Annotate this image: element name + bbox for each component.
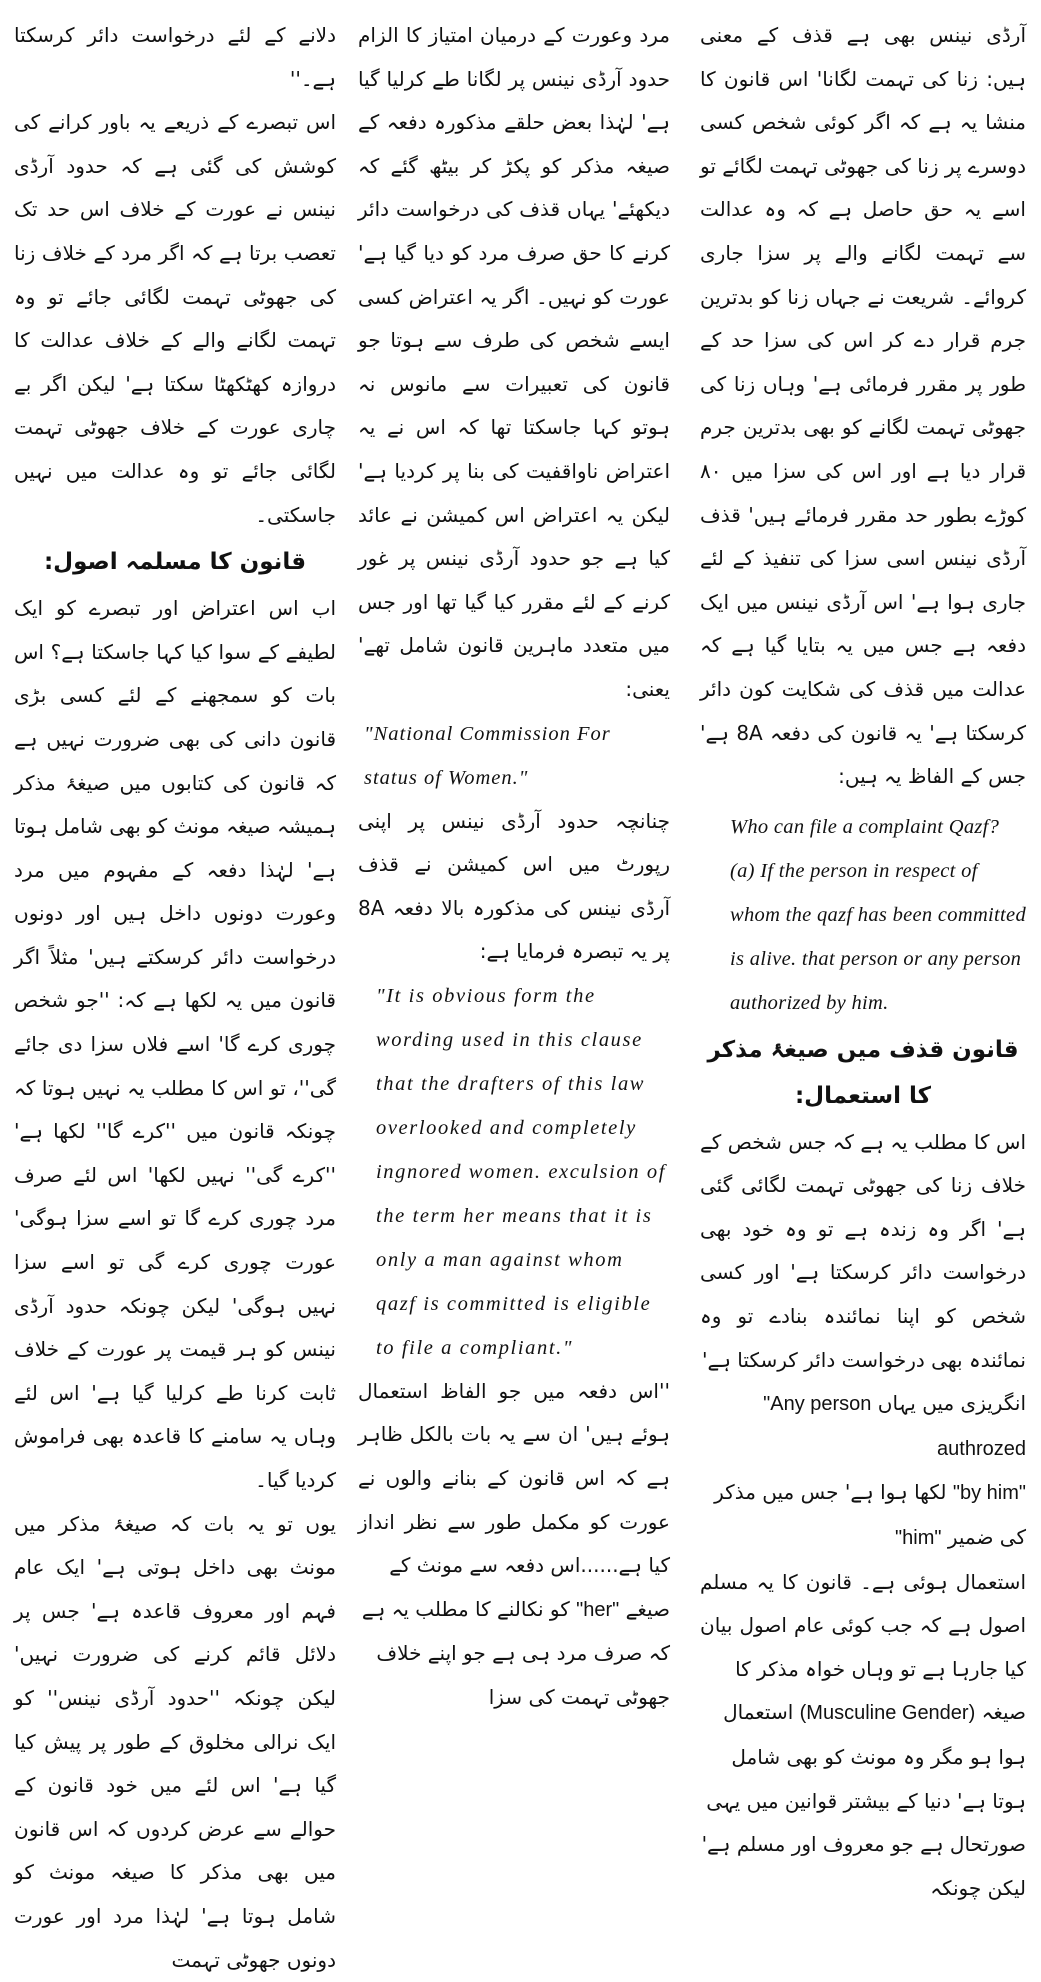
urdu-text: صیغے <box>625 1596 670 1621</box>
section-heading: قانون قذف میں صیغۂ مذکر کا استعمال: <box>707 1036 1019 1109</box>
column-left <box>14 14 336 1982</box>
english-text: "him" <box>895 1527 942 1550</box>
column-middle <box>358 14 670 1720</box>
column-right <box>700 14 1026 1910</box>
english-quote: "National Commission For status of Women." <box>364 722 611 789</box>
mixed-line <box>700 1471 1026 1560</box>
paragraph: استعمال ہوئی ہے۔ قانون کا یہ مسلم اصول ہے کہ جب کوئی عام اصول بیان کیا جارہا ہے تو وہاں خواہ مذکر کا <box>700 1569 1026 1681</box>
english-quote-heading: Who can file a complaint Qazf? <box>730 815 1000 838</box>
urdu-text: صیغہ <box>981 1700 1026 1725</box>
paragraph: اس تبصرے کے ذریعے یہ باور کرانے کی کوشش کی گئی ہے کہ حدود آرڈی نینس نے عورت کے خلاف اس حد تک تعصب برتا ہے کہ اگر مرد کے خلاف زنا کی جھوٹی تہمت لگائی جائے تو وہ تہمت لگانے والے کے خلاف عدالت کا دروازہ کھٹکھٹا سکتا ہے' لیکن اگر بے چاری عورت کے خلاف جھوٹی تہمت لگائی جائے تو وہ عدالت میں نہیں جاسکتی۔ <box>14 110 336 527</box>
paragraph: ''اس دفعہ میں جو الفاظ استعمال ہوئے ہیں' ان سے یہ بات بالکل ظاہر ہے کہ اس قانون کے بنانے والوں نے عورت کو مکمل طور سے نظر انداز کیا ہے......اس دفعہ سے مونث کے <box>358 1378 670 1578</box>
english-quote: "It is obvious form the wording used in this clause that the drafters of this law overlooked and completely ingnored women. exculsion of the term her means that it is only a man against whom qazf is committed is eligible to file a compliant." <box>376 984 666 1359</box>
english-quote: (a) If the person in respect of whom the qazf has been committed is alive. that person or any person authorized by him. <box>730 859 1026 1014</box>
mixed-line <box>700 1382 1026 1471</box>
paragraph: چنانچہ حدود آرڈی نینس پر اپنی رپورٹ میں اس کمیشن نے قذف آرڈی نینس کی مذکورہ بالا دفعہ 8A پر یہ تبصرہ فرمایا ہے: <box>358 808 670 964</box>
paragraph: اس کا مطلب یہ ہے کہ جس شخص کے خلاف زنا کی جھوٹی تہمت لگائی گئی ہے' اگر وہ زندہ ہے تو وہ خود بھی درخواست دائر کرسکتا ہے' اور کسی شخص کو اپنا نمائندہ بنادے تو وہ نمائندہ بھی درخواست دائر کرسکتا ہے' <box>700 1129 1026 1372</box>
urdu-text: انگریزی میں یہاں <box>877 1391 1026 1416</box>
english-text: (Musculine Gender) <box>799 1702 976 1725</box>
english-text: "by him" <box>952 1482 1026 1505</box>
paragraph: آرڈی نینس بھی ہے قذف کے معنی ہیں: زنا کی تہمت لگانا' اس قانون کا منشا یہ ہے کہ اگر کوئی شخص کسی دوسرے پر زنا کی جھوٹی تہمت لگائے تو اسے یہ حق حاصل ہے کہ وہ عدالت سے تہمت لگانے والے پر سزا جاری کروائے۔ شریعت نے جہاں زنا کو بدترین جرم قرار دے کر اس کی سزا حد کے طور پر مقرر فرمائی ہے' وہاں زنا کی جھوٹی تہمت لگانے کو بھی بدترین جرم قرار دیا ہے اور اس کی سزا میں ۸۰ کوڑے بطور حد مقرر فرمائے ہیں' قذف آرڈی نینس اسی سزا کی تنفیذ کے لئے جاری ہوا ہے' اس آرڈی نینس میں ایک دفعہ ہے جس میں یہ بتایا گیا ہے کہ عدالت میں قذف کی شکایت کون دائر کرسکتا ہے' یہ قانون کی دفعہ 8A ہے' جس کے الفاظ یہ ہیں: <box>700 23 1027 789</box>
paragraph: دلانے کے لئے درخواست دائر کرسکتا ہے۔'' <box>14 23 336 91</box>
english-text: "her" <box>576 1598 620 1621</box>
urdu-text: کو نکالنے کا مطلب یہ ہے کہ صرف مرد ہی ہے جو اپنے خلاف جھوٹی تہمت کی سزا <box>361 1596 670 1710</box>
paragraph: یوں تو یہ بات کہ صیغۂ مذکر میں مونث بھی داخل ہوتی ہے' ایک عام فہم اور معروف قاعدہ ہے' جس پر دلائل قائم کرنے کی ضرورت نہیں' لیکن چونکہ ''حدود آرڈی نینس'' کو ایک نرالی مخلوق کے طور پر پیش کیا گیا ہے' اس لئے میں خود قانون کے حوالے سے عرض کردوں کہ اس قانون میں بھی مذکر کا صیغہ مونث کو شامل ہوتا ہے' لہٰذا مرد اور عورت دونوں جھوٹی تہمت <box>14 1511 336 1972</box>
urdu-text: لکھا ہوا ہے' جس میں مذکر کی ضمیر <box>714 1480 1026 1550</box>
paragraph: مرد وعورت کے درمیان امتیاز کا الزام حدود آرڈی نینس پر لگانا طے کرلیا گیا ہے' لہٰذا بعض حلقے مذکورہ دفعہ کے صیغہ مذکر کو پکڑ کر بیٹھ گئے کہ دیکھئے' یہاں قذف کی درخواست دائر کرنے کا حق صرف مرد کو دیا گیا ہے' عورت کو نہیں۔ اگر یہ اعتراض کسی ایسے شخص کی طرف سے ہوتا جو قانون کی تعبیرات سے مانوس نہ ہوتو کہا جاسکتا تھا کہ اس نے یہ اعتراض ناواقفیت کی بنا پر کردیا ہے' لیکن یہ اعتراض اس کمیشن نے عائد کیا ہے جو حدود آرڈی نینس پر غور کرنے کے لئے مقرر کیا گیا تھا اور جس میں متعدد ماہرین قانون شامل تھے' یعنی: <box>358 23 670 701</box>
mixed-paragraph <box>358 1588 670 1720</box>
paragraph: اب اس اعتراض اور تبصرے کو ایک لطیفے کے سوا کیا کہا جاسکتا ہے؟ اس بات کو سمجھنے کے لئے کسی بڑی قانون دانی کی بھی ضرورت نہیں ہے کہ قانون کی کتابوں میں صیغۂ مذکر ہمیشہ صیغہ مونث کو بھی شامل ہوتا ہے' لہٰذا دفعہ کے مفہوم میں مرد وعورت دونوں داخل ہیں اور دونوں درخواست دائر کرسکتے ہیں' مثلاً اگر قانون میں یہ لکھا ہے کہ: ''جو شخص چوری کرے گا' اسے فلاں سزا دی جائے گی''، تو اس کا مطلب یہ نہیں ہوتا کہ چونکہ قانون میں ''کرے گا'' لکھا ہے' ''کرے گی'' نہیں لکھا' اس لئے صرف مرد چوری کرے گا تو اسے سزا ہوگی' عورت چوری کرے گی تو اسے سزا نہیں ہوگی' لیکن چونکہ حدود آرڈی نینس کو ہر قیمت پر عورت کے خلاف ثابت کرنا طے کرلیا گیا ہے' اس لئے وہاں یہ سامنے کا قاعدہ بھی فراموش کردیا گیا۔ <box>14 596 336 1492</box>
section-heading: قانون کا مسلمہ اصول: <box>43 549 307 576</box>
english-text: "Any person authrozed <box>763 1393 1026 1460</box>
mixed-paragraph <box>700 1691 1026 1910</box>
urdu-text: استعمال ہوا ہو مگر وہ مونث کو بھی شامل ہوتا ہے' دنیا کے بیشتر قوانین میں یہی صورتحال ہے جو معروف اور مسلم ہے' لیکن چونکہ <box>701 1700 1026 1900</box>
